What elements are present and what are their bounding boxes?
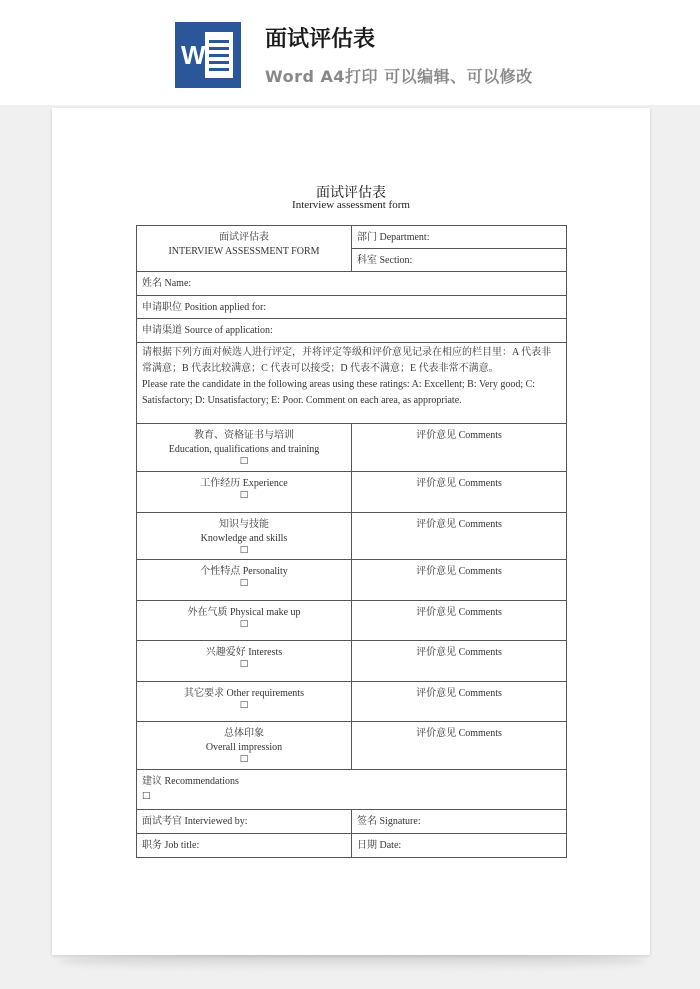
signature-field[interactable]: 签名 Signature: — [352, 810, 567, 834]
form-header-cn: 面试评估表 — [219, 232, 269, 243]
assessment-form-table — [136, 225, 567, 858]
comments-personality[interactable]: 评价意见 Comments — [352, 560, 567, 601]
criterion-education — [137, 424, 352, 472]
source-field[interactable]: 申请渠道 Source of application: — [137, 319, 567, 343]
rating-checkbox[interactable]: □ — [142, 791, 151, 801]
department-field[interactable]: 部门 Department: — [352, 226, 567, 249]
rating-checkbox[interactable]: □ — [239, 619, 249, 629]
recommendations-field[interactable] — [137, 770, 567, 810]
criterion-label-en: Overall impression — [205, 742, 283, 753]
criterion-personality — [137, 560, 352, 601]
criterion-physical — [137, 601, 352, 641]
comments-physical[interactable]: 评价意见 Comments — [352, 601, 567, 641]
document-subtitle: Interview assessment form — [292, 199, 410, 211]
comments-other[interactable]: 评价意见 Comments — [352, 682, 567, 722]
comments-overall[interactable]: 评价意见 Comments — [352, 722, 567, 770]
rating-instructions — [137, 343, 567, 424]
name-field[interactable]: 姓名 Name: — [137, 272, 567, 296]
criterion-label: 其它要求 Other requirements — [184, 688, 304, 699]
criterion-overall — [137, 722, 352, 770]
rating-checkbox[interactable]: □ — [239, 456, 249, 466]
top-banner — [0, 0, 700, 105]
rating-checkbox[interactable]: □ — [239, 545, 249, 555]
criterion-label: 工作经历 Experience — [200, 478, 288, 489]
rating-checkbox[interactable]: □ — [239, 754, 249, 764]
criterion-label: 个性特点 Personality — [200, 566, 288, 577]
job-title-field[interactable]: 职务 Job title: — [137, 834, 352, 858]
date-field[interactable]: 日期 Date: — [352, 834, 567, 858]
document-page — [52, 108, 650, 955]
form-header-en: INTERVIEW ASSESSMENT FORM — [168, 246, 320, 257]
criterion-experience — [137, 472, 352, 513]
criterion-interests — [137, 641, 352, 682]
instructions-cn: 请根据下列方面对候选人进行评定，并将评定等级和评价意见记录在相应的栏目里：A 代表非常满意；B 代表比较满意；C 代表可以接受；D 代表不满意；E 代表非常不满意。 — [142, 347, 552, 374]
interviewed-by-field[interactable]: 面试考官 Interviewed by: — [137, 810, 352, 834]
criterion-label: 外在气质 Physical make up — [187, 607, 301, 618]
criterion-label-cn: 总体印象 — [224, 728, 264, 739]
criterion-label-en: Knowledge and skills — [200, 533, 288, 544]
svg-text:W: W — [181, 40, 206, 70]
criterion-label-en: Education, qualifications and training — [168, 444, 320, 455]
criterion-label: 兴趣爱好 Interests — [205, 647, 283, 658]
document-title: 面试评估表 — [316, 185, 386, 201]
rating-checkbox[interactable]: □ — [239, 659, 249, 669]
instructions-en: Please rate the candidate in the following areas using these ratings: A: Excellent; B: Very good; C: Satisfactory; D: Unsatisfactory; E: Poor. Comment on each area, as appropriate. — [142, 379, 536, 406]
recommendations-label: 建议 Recommendations — [142, 776, 239, 787]
criterion-label-cn: 知识与技能 — [219, 519, 269, 530]
comments-interests[interactable]: 评价意见 Comments — [352, 641, 567, 682]
rating-checkbox[interactable]: □ — [239, 490, 249, 500]
section-field[interactable]: 科室 Section: — [352, 249, 567, 272]
banner-subtitle: Word A4打印 可以编辑、可以修改 — [265, 67, 533, 86]
comments-experience[interactable]: 评价意见 Comments — [352, 472, 567, 513]
rating-checkbox[interactable]: □ — [239, 578, 249, 588]
position-field[interactable]: 申请职位 Position applied for: — [137, 296, 567, 319]
comments-education[interactable]: 评价意见 Comments — [352, 424, 567, 472]
form-header-cell — [137, 226, 352, 272]
criterion-knowledge — [137, 513, 352, 560]
criterion-other — [137, 682, 352, 722]
criterion-label-cn: 教育、资格证书与培训 — [194, 430, 294, 441]
word-icon — [175, 22, 241, 88]
rating-checkbox[interactable]: □ — [239, 700, 249, 710]
banner-title: 面试评估表 — [265, 27, 376, 52]
comments-knowledge[interactable]: 评价意见 Comments — [352, 513, 567, 560]
